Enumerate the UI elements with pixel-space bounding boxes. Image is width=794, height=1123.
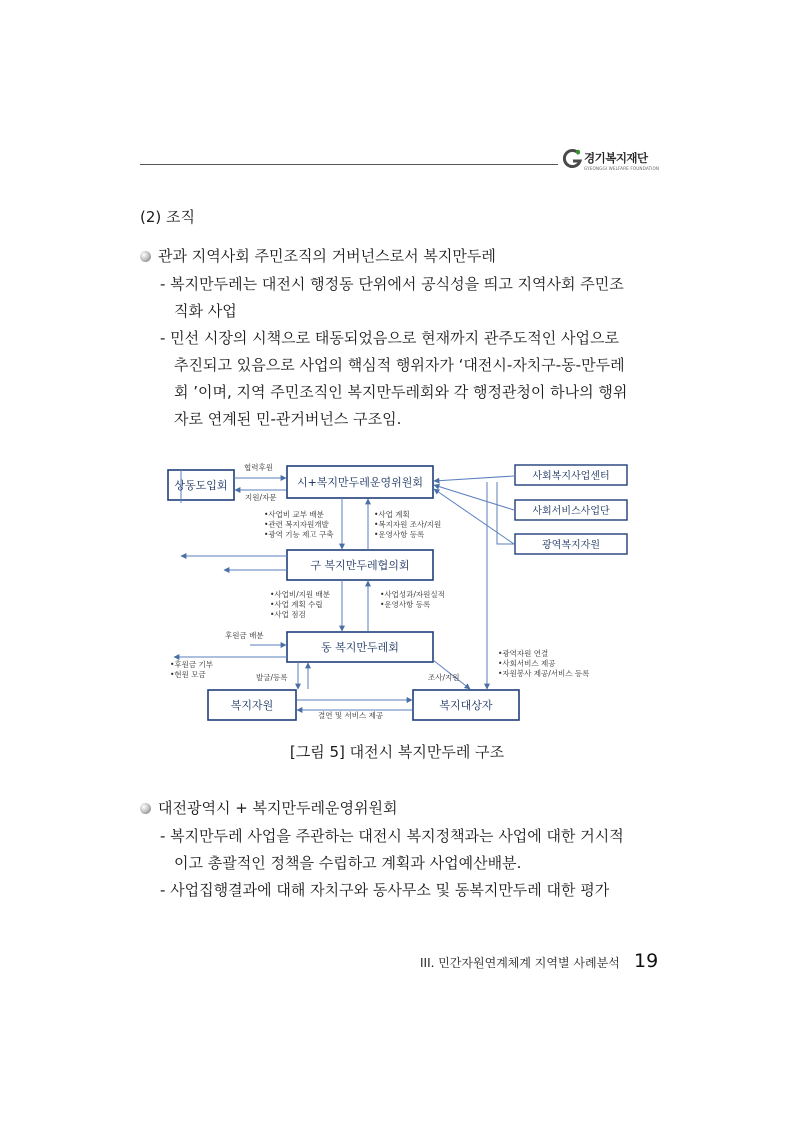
bullet2-title-row bbox=[140, 797, 397, 818]
box-dong-label: 동 복지만두레회 bbox=[321, 641, 399, 654]
box-target-label: 복지대상자 bbox=[439, 699, 493, 712]
bullet1-item1-line1: - 복지만두레는 대전시 행정동 단위에서 공식성을 띄고 지역사회 주민조 bbox=[160, 275, 624, 293]
left-list-2: •관련 복지자원개발 bbox=[264, 520, 329, 529]
box-center1-label: 사회복지사업센터 bbox=[532, 471, 610, 482]
label-match: 결연 및 서비스 제공 bbox=[318, 711, 384, 720]
gu-left-list-3: •사업 점검 bbox=[270, 610, 306, 619]
box-gu-label: 구 복지만두레협의회 bbox=[310, 559, 410, 572]
right-bottom-list-3: •자원봉사 제공/서비스 등록 bbox=[498, 669, 590, 678]
bullet1-item2-line2: 추진되고 있음으로 사업의 핵심적 행위자가 ‘대전시-자치구-동-만두레 bbox=[174, 356, 625, 374]
label-support: 지원/자문 bbox=[245, 493, 277, 502]
connector-centers bbox=[497, 482, 514, 544]
right-list-1: •사업 계획 bbox=[374, 510, 410, 519]
bullet1-title: 관과 지역사회 주민조직의 거버넌스로서 복지만두레 bbox=[158, 247, 496, 265]
left-list-1: •사업비 교부 배분 bbox=[264, 510, 324, 519]
figure-caption: [그림 5] 대전시 복지만두레 구조 bbox=[289, 743, 505, 761]
section-heading: (2) 조직 bbox=[140, 208, 195, 226]
bullet2-title: 대전광역시 + 복지만두레운영위원회 bbox=[158, 799, 398, 817]
logo-subtitle: GYEONGGI WELFARE FOUNDATION bbox=[584, 166, 660, 171]
gu-left-list-2: •사업 계획 수립 bbox=[270, 600, 323, 609]
bullet1-item2-line1: - 민선 시장의 시책으로 태동되었음으로 현재까지 관주도적인 사업으로 bbox=[160, 329, 620, 347]
gu-left-list-1: •사업비/지원 배분 bbox=[270, 590, 331, 599]
box-center2-label: 사회서비스사업단 bbox=[532, 506, 610, 517]
bullet1-item1-line2: 직화 사업 bbox=[174, 302, 237, 320]
label-top-arrow: 협력후원 bbox=[244, 463, 273, 472]
chapter-footer: III. 민간자원연계체계 지역별 사례분석 bbox=[420, 956, 620, 970]
logo-text: 경기복지재단 bbox=[584, 151, 648, 165]
arrow-center1 bbox=[434, 476, 514, 481]
box-volunteer-label: 복지자원 bbox=[230, 699, 274, 712]
box-cooperation-label: 상동도입회 bbox=[174, 479, 228, 492]
right-list-3: •운영사항 등록 bbox=[374, 530, 425, 539]
left-list-3: •광역 기능 제고 구축 bbox=[264, 530, 334, 539]
box-center3-label: 광역복지자원 bbox=[542, 540, 600, 551]
dong-left-list-2: •현원 모금 bbox=[170, 670, 206, 679]
bullet1-item2-line4: 자로 연계된 민-관거버넌스 구조임. bbox=[174, 410, 402, 428]
page-number: 19 bbox=[634, 950, 659, 972]
bullet1-item2-line3: 회 ’이며, 지역 주민조직인 복지만두레회와 각 행정관청이 하나의 행위 bbox=[174, 383, 628, 401]
right-bottom-list-1: •광역자원 연결 bbox=[498, 649, 549, 658]
label-survey: 조사/지원 bbox=[428, 673, 460, 682]
right-bottom-list-2: •사회서비스 제공 bbox=[498, 659, 556, 668]
label-dong-in: 후원금 배분 bbox=[225, 631, 264, 640]
right-list-2: •복지자원 조사/지원 bbox=[374, 520, 442, 529]
bullet2-item2-line1: - 사업집행결과에 대해 자치구와 동사무소 및 동복지만두레 대한 평가 bbox=[160, 881, 610, 899]
gu-right-list-1: •사업성과/자원실적 bbox=[380, 590, 445, 599]
bullet-icon bbox=[140, 803, 151, 814]
box-city-label: 시+복지만두레운영위원회 bbox=[296, 476, 424, 489]
gu-right-list-2: •운영사항 등록 bbox=[380, 600, 431, 609]
bullet2-item1-line1: - 복지만두레 사업을 주관하는 대전시 복지정책과는 사업에 대한 거시적 bbox=[160, 827, 624, 845]
dong-left-list-1: •후원금 기부 bbox=[170, 660, 214, 669]
label-report: 발굴/등록 bbox=[256, 673, 288, 682]
bullet2-item1-line2: 이고 총괄적인 정책을 수립하고 계획과 사업예산배분. bbox=[174, 854, 522, 872]
